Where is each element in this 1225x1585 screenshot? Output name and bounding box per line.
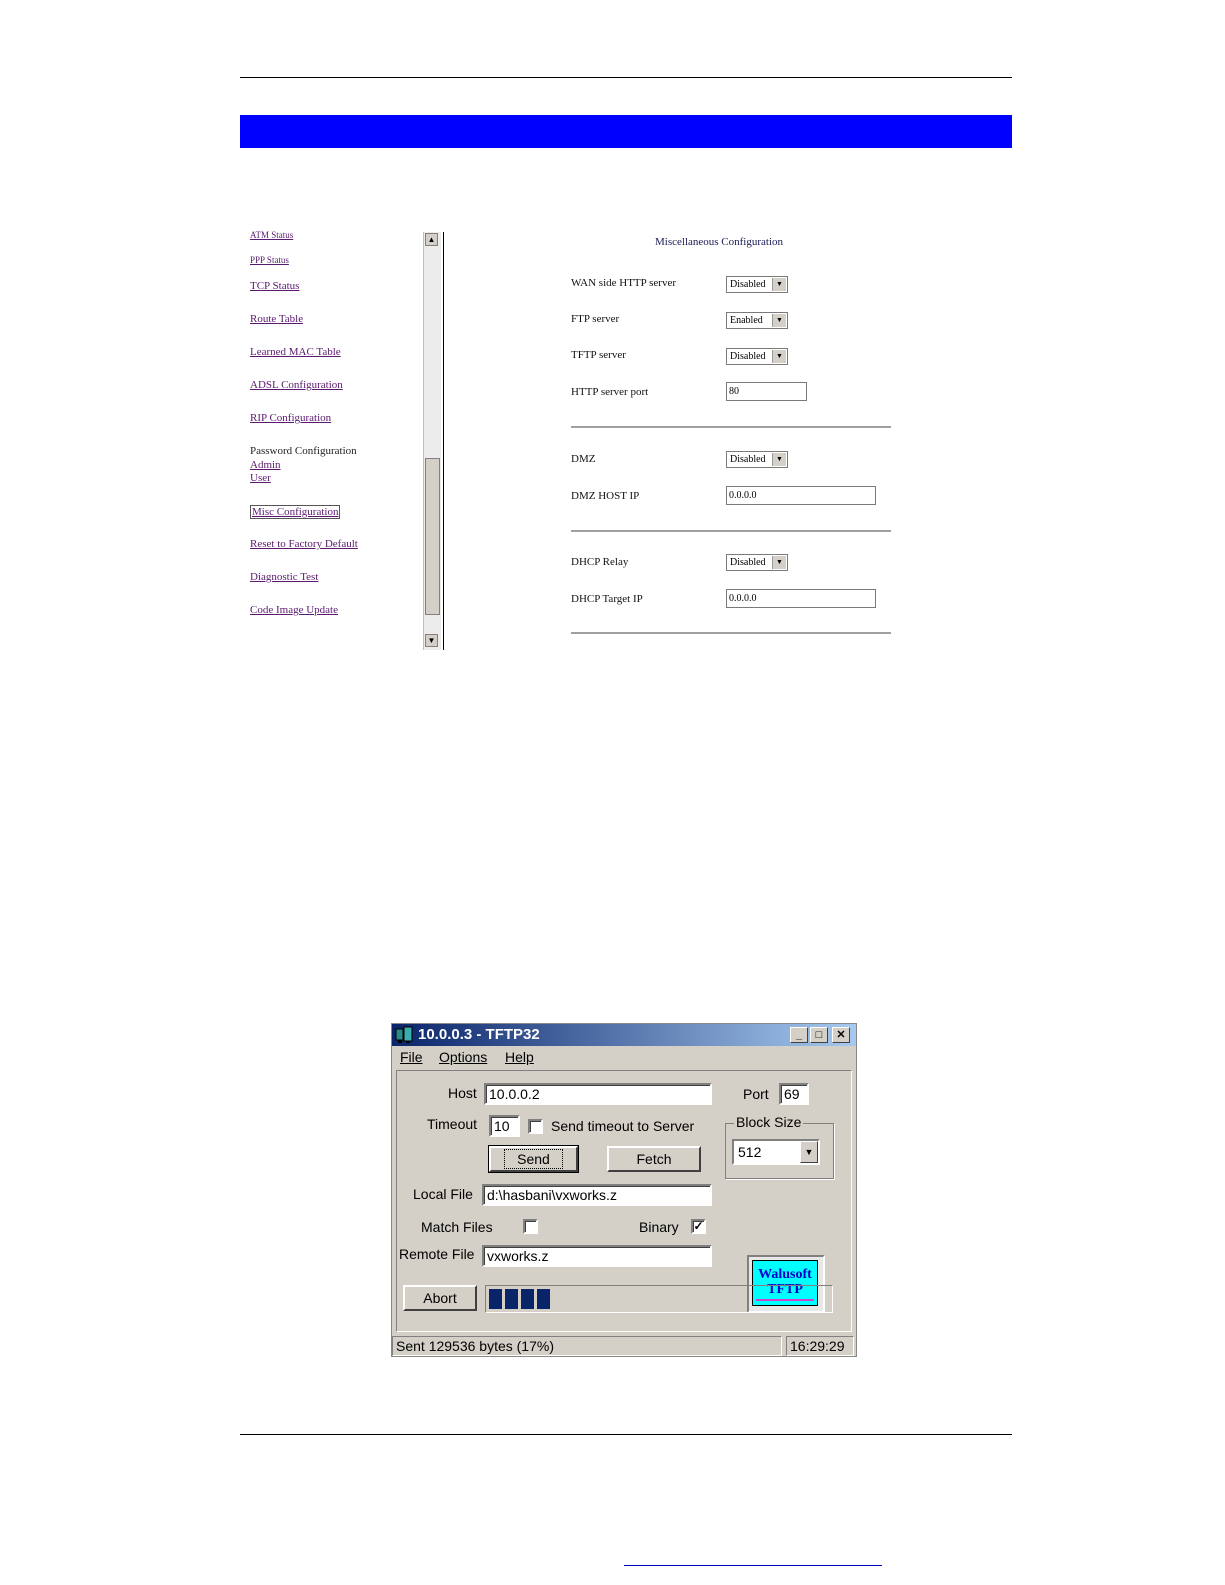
binary-label: Binary (639, 1219, 679, 1235)
send-timeout-label: Send timeout to Server (551, 1118, 695, 1134)
nav-route-table[interactable]: Route Table (250, 313, 304, 325)
scroll-down-icon[interactable]: ▼ (425, 634, 438, 647)
send-button-label: Send (504, 1149, 563, 1169)
close-button[interactable]: ✕ (832, 1027, 850, 1043)
http-port-input[interactable]: 80 (726, 382, 807, 401)
block-size-select[interactable] (732, 1139, 820, 1165)
tftp-main-panel (396, 1070, 852, 1332)
tftp-select[interactable] (726, 348, 788, 365)
nav-password-configuration: Password Configuration (250, 445, 357, 457)
dmz-host-input[interactable]: 0.0.0.0 (726, 486, 876, 505)
remote-file-label: Remote File (399, 1246, 475, 1262)
nav-adsl-configuration[interactable]: ADSL Configuration (250, 379, 343, 391)
wan-http-label: WAN side HTTP server (571, 277, 676, 289)
nav-user[interactable]: User (250, 472, 271, 484)
abort-button[interactable]: Abort (403, 1285, 477, 1311)
menu-file[interactable] (400, 1049, 423, 1065)
port-input[interactable]: 69 (779, 1083, 809, 1105)
timeout-label: Timeout (427, 1116, 478, 1132)
frame-divider (443, 232, 444, 650)
menu-options[interactable] (439, 1049, 487, 1065)
tftp-value: Disabled (730, 351, 766, 362)
window-titlebar[interactable] (392, 1024, 856, 1046)
match-files-label: Match Files (421, 1219, 493, 1235)
logo-line2: TFTP (767, 1282, 803, 1297)
nav-ppp-status[interactable]: PPP Status (250, 255, 289, 265)
host-input[interactable]: 10.0.0.2 (484, 1083, 712, 1105)
section-header-bar (240, 115, 1012, 148)
menu-options-label: Options (439, 1049, 488, 1065)
chevron-down-icon: ▼ (772, 453, 786, 466)
status-time: 16:29:29 (786, 1336, 854, 1356)
ftp-select[interactable] (726, 312, 788, 329)
scroll-thumb[interactable] (425, 458, 440, 615)
port-label: Port (743, 1086, 769, 1102)
dmz-label: DMZ (571, 453, 596, 465)
dmz-value: Disabled (730, 454, 766, 465)
menu-help-label: Help (505, 1049, 534, 1065)
local-file-input[interactable]: d:\hasbani\vxworks.z (482, 1184, 712, 1206)
http-port-label: HTTP server port (571, 386, 649, 398)
logo-line1: Walusoft (758, 1267, 812, 1282)
scroll-up-icon[interactable]: ▲ (425, 233, 438, 246)
footer-link-underline[interactable] (624, 1565, 882, 1566)
nav-atm-status[interactable]: ATM Status (250, 230, 294, 240)
remote-file-input[interactable]: vxworks.z (482, 1245, 712, 1267)
nav-rip-configuration[interactable]: RIP Configuration (250, 412, 332, 424)
dmz-host-label: DMZ HOST IP (571, 490, 640, 502)
wan-http-value: Disabled (730, 279, 766, 290)
chevron-down-icon: ▼ (800, 1141, 818, 1163)
wan-http-select[interactable] (726, 276, 788, 293)
binary-checkbox[interactable]: ✓ (691, 1219, 706, 1234)
progress-block (505, 1289, 518, 1309)
chevron-down-icon: ▼ (772, 350, 786, 363)
menu-help[interactable] (505, 1049, 534, 1065)
chevron-down-icon: ▼ (772, 314, 786, 327)
misc-config-title: Miscellaneous Configuration (655, 236, 784, 248)
minimize-button[interactable]: _ (790, 1027, 808, 1043)
nav-admin[interactable]: Admin (250, 459, 281, 471)
block-size-value: 512 (738, 1144, 762, 1160)
dhcp-relay-label: DHCP Relay (571, 556, 629, 568)
menu-bar (392, 1046, 856, 1068)
bottom-rule (240, 1434, 1012, 1435)
separator (571, 632, 891, 634)
separator (571, 426, 891, 428)
menu-file-label: File (400, 1049, 423, 1065)
window-title: 10.0.0.3 - TFTP32 (418, 1026, 540, 1043)
dhcp-relay-select[interactable] (726, 554, 788, 571)
tftp32-window (392, 1024, 856, 1356)
progress-block (521, 1289, 534, 1309)
block-size-group (725, 1114, 834, 1179)
nav-misc-configuration[interactable]: Misc Configuration (252, 506, 339, 518)
separator (571, 530, 891, 532)
fetch-button[interactable]: Fetch (607, 1146, 701, 1172)
chevron-down-icon: ▼ (772, 278, 786, 291)
status-text: Sent 129536 bytes (17%) (392, 1336, 782, 1356)
sidebar-scrollbar[interactable] (423, 232, 441, 650)
host-label: Host (448, 1085, 477, 1101)
progress-block (489, 1289, 502, 1309)
nav-code-image-update[interactable]: Code Image Update (250, 604, 338, 616)
send-button[interactable] (489, 1146, 578, 1172)
send-timeout-checkbox[interactable] (528, 1119, 543, 1134)
tftp-label: TFTP server (571, 349, 626, 361)
dhcp-target-label: DHCP Target IP (571, 593, 643, 605)
status-bar (392, 1334, 856, 1356)
ftp-label: FTP server (571, 313, 620, 325)
config-sidebar (246, 230, 426, 650)
top-rule (240, 77, 1012, 78)
maximize-button[interactable]: □ (810, 1027, 828, 1043)
nav-learned-mac-table[interactable]: Learned MAC Table (250, 346, 341, 358)
tftp-app-icon (395, 1026, 413, 1044)
ftp-value: Enabled (730, 315, 763, 326)
match-files-checkbox[interactable] (523, 1219, 538, 1234)
nav-tcp-status[interactable]: TCP Status (250, 280, 300, 292)
chevron-down-icon: ▼ (772, 556, 786, 569)
progress-block (537, 1289, 550, 1309)
block-size-label: Block Size (736, 1114, 802, 1130)
nav-diagnostic-test[interactable]: Diagnostic Test (250, 571, 319, 583)
dhcp-relay-value: Disabled (730, 557, 766, 568)
dmz-select[interactable] (726, 451, 788, 468)
nav-reset-factory-default[interactable]: Reset to Factory Default (250, 538, 358, 550)
local-file-label: Local File (413, 1186, 473, 1202)
dhcp-target-input[interactable]: 0.0.0.0 (726, 589, 876, 608)
transfer-progress-bar (485, 1285, 833, 1313)
timeout-input[interactable]: 10 (489, 1115, 520, 1137)
